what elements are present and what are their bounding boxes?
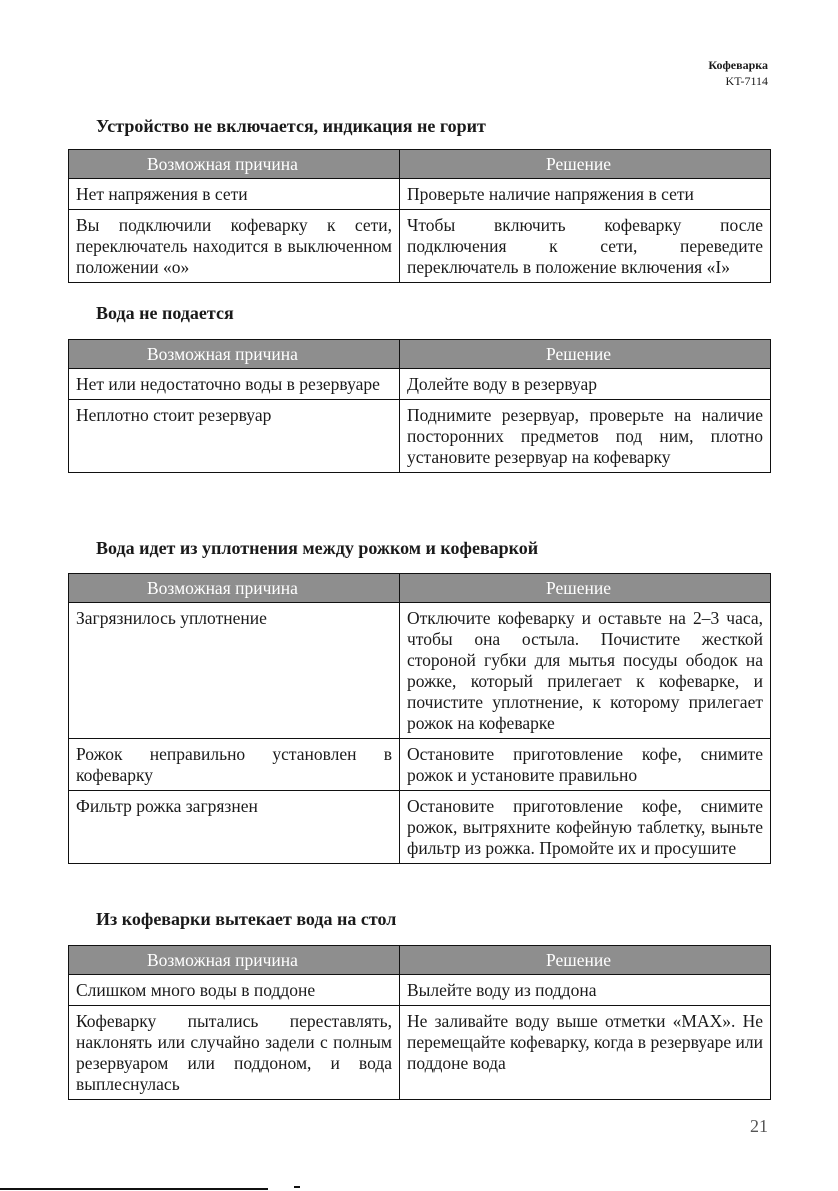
- table-header-row: [69, 946, 771, 975]
- table-row: [69, 179, 771, 210]
- solution-cell: Остановите приготовление кофе, снимите рожок, вытряхните кофейную таблетку, выньте фильтр из рожка. Промойте их и просушите: [400, 791, 771, 864]
- section-title: Устройство не включается, индикация не горит: [96, 116, 486, 136]
- solution-cell: Долейте воду в резервуар: [400, 369, 771, 400]
- cause-column-header: Возможная причина: [69, 340, 400, 369]
- cause-cell: Нет напряжения в сети: [69, 179, 400, 210]
- troubleshooting-table: [68, 945, 771, 1100]
- bottom-divider: [0, 1188, 268, 1190]
- table-row: [69, 369, 771, 400]
- table-row: [69, 975, 771, 1006]
- page-number: 21: [750, 1116, 768, 1136]
- cause-cell: Неплотно стоит резервуар: [69, 400, 400, 473]
- table-header-row: [69, 150, 771, 179]
- solution-column-header: Решение: [400, 150, 771, 179]
- solution-cell: Проверьте наличие напряжения в сети: [400, 179, 771, 210]
- solution-cell: Чтобы включить кофеварку после подключения к сети, переведите переключатель в положение включения «I»: [400, 210, 771, 283]
- cause-cell: Загрязнилось уплотнение: [69, 603, 400, 739]
- bottom-mark: [294, 1186, 300, 1188]
- solution-cell: Вылейте воду из поддона: [400, 975, 771, 1006]
- table-header-row: [69, 574, 771, 603]
- running-head-title: Кофеварка: [708, 58, 768, 72]
- cause-cell: Кофеварку пытались переставлять, наклонять или случайно задели с полным резервуаром или поддоном, и вода выплеснулась: [69, 1006, 400, 1100]
- solution-column-header: Решение: [400, 574, 771, 603]
- troubleshooting-table: [68, 149, 771, 283]
- solution-cell: Поднимите резервуар, проверьте на наличие посторонних предметов под ним, плотно установите резервуар на кофеварку: [400, 400, 771, 473]
- table-row: [69, 739, 771, 791]
- section-title: Вода идет из уплотнения между рожком и кофеваркой: [96, 538, 539, 558]
- table-row: [69, 400, 771, 473]
- solution-column-header: Решение: [400, 946, 771, 975]
- troubleshooting-table: [68, 573, 771, 864]
- troubleshooting-table: [68, 339, 771, 473]
- solution-cell: Отключите кофеварку и оставьте на 2–3 часа, чтобы она остыла. Почистите жесткой стороной губки для мытья посуды ободок на рожке, который прилегает к кофеварке, и почистите уплотнение, к которому прилегает рожок на кофеварке: [400, 603, 771, 739]
- cause-cell: Вы подключили кофеварку к сети, переключатель находится в выключенном положении «o»: [69, 210, 400, 283]
- table-header-row: [69, 340, 771, 369]
- solution-column-header: Решение: [400, 340, 771, 369]
- cause-column-header: Возможная причина: [69, 150, 400, 179]
- cause-column-header: Возможная причина: [69, 946, 400, 975]
- table-row: [69, 791, 771, 864]
- cause-cell: Слишком много воды в поддоне: [69, 975, 400, 1006]
- cause-column-header: Возможная причина: [69, 574, 400, 603]
- section-title: Вода не подается: [96, 303, 234, 323]
- table-row: [69, 1006, 771, 1100]
- cause-cell: Рожок неправильно установлен в кофеварку: [69, 739, 400, 791]
- table-row: [69, 210, 771, 283]
- solution-cell: Не заливайте воду выше отметки «MAX». Не перемещайте кофеварку, когда в резервуаре или поддоне вода: [400, 1006, 771, 1100]
- running-head: [708, 57, 768, 89]
- cause-cell: Нет или недостаточно воды в резервуаре: [69, 369, 400, 400]
- running-head-model: KT-7114: [725, 74, 768, 88]
- solution-cell: Остановите приготовление кофе, снимите рожок и установите правильно: [400, 739, 771, 791]
- section-title: Из кофеварки вытекает вода на стол: [96, 909, 397, 929]
- cause-cell: Фильтр рожка загрязнен: [69, 791, 400, 864]
- table-row: [69, 603, 771, 739]
